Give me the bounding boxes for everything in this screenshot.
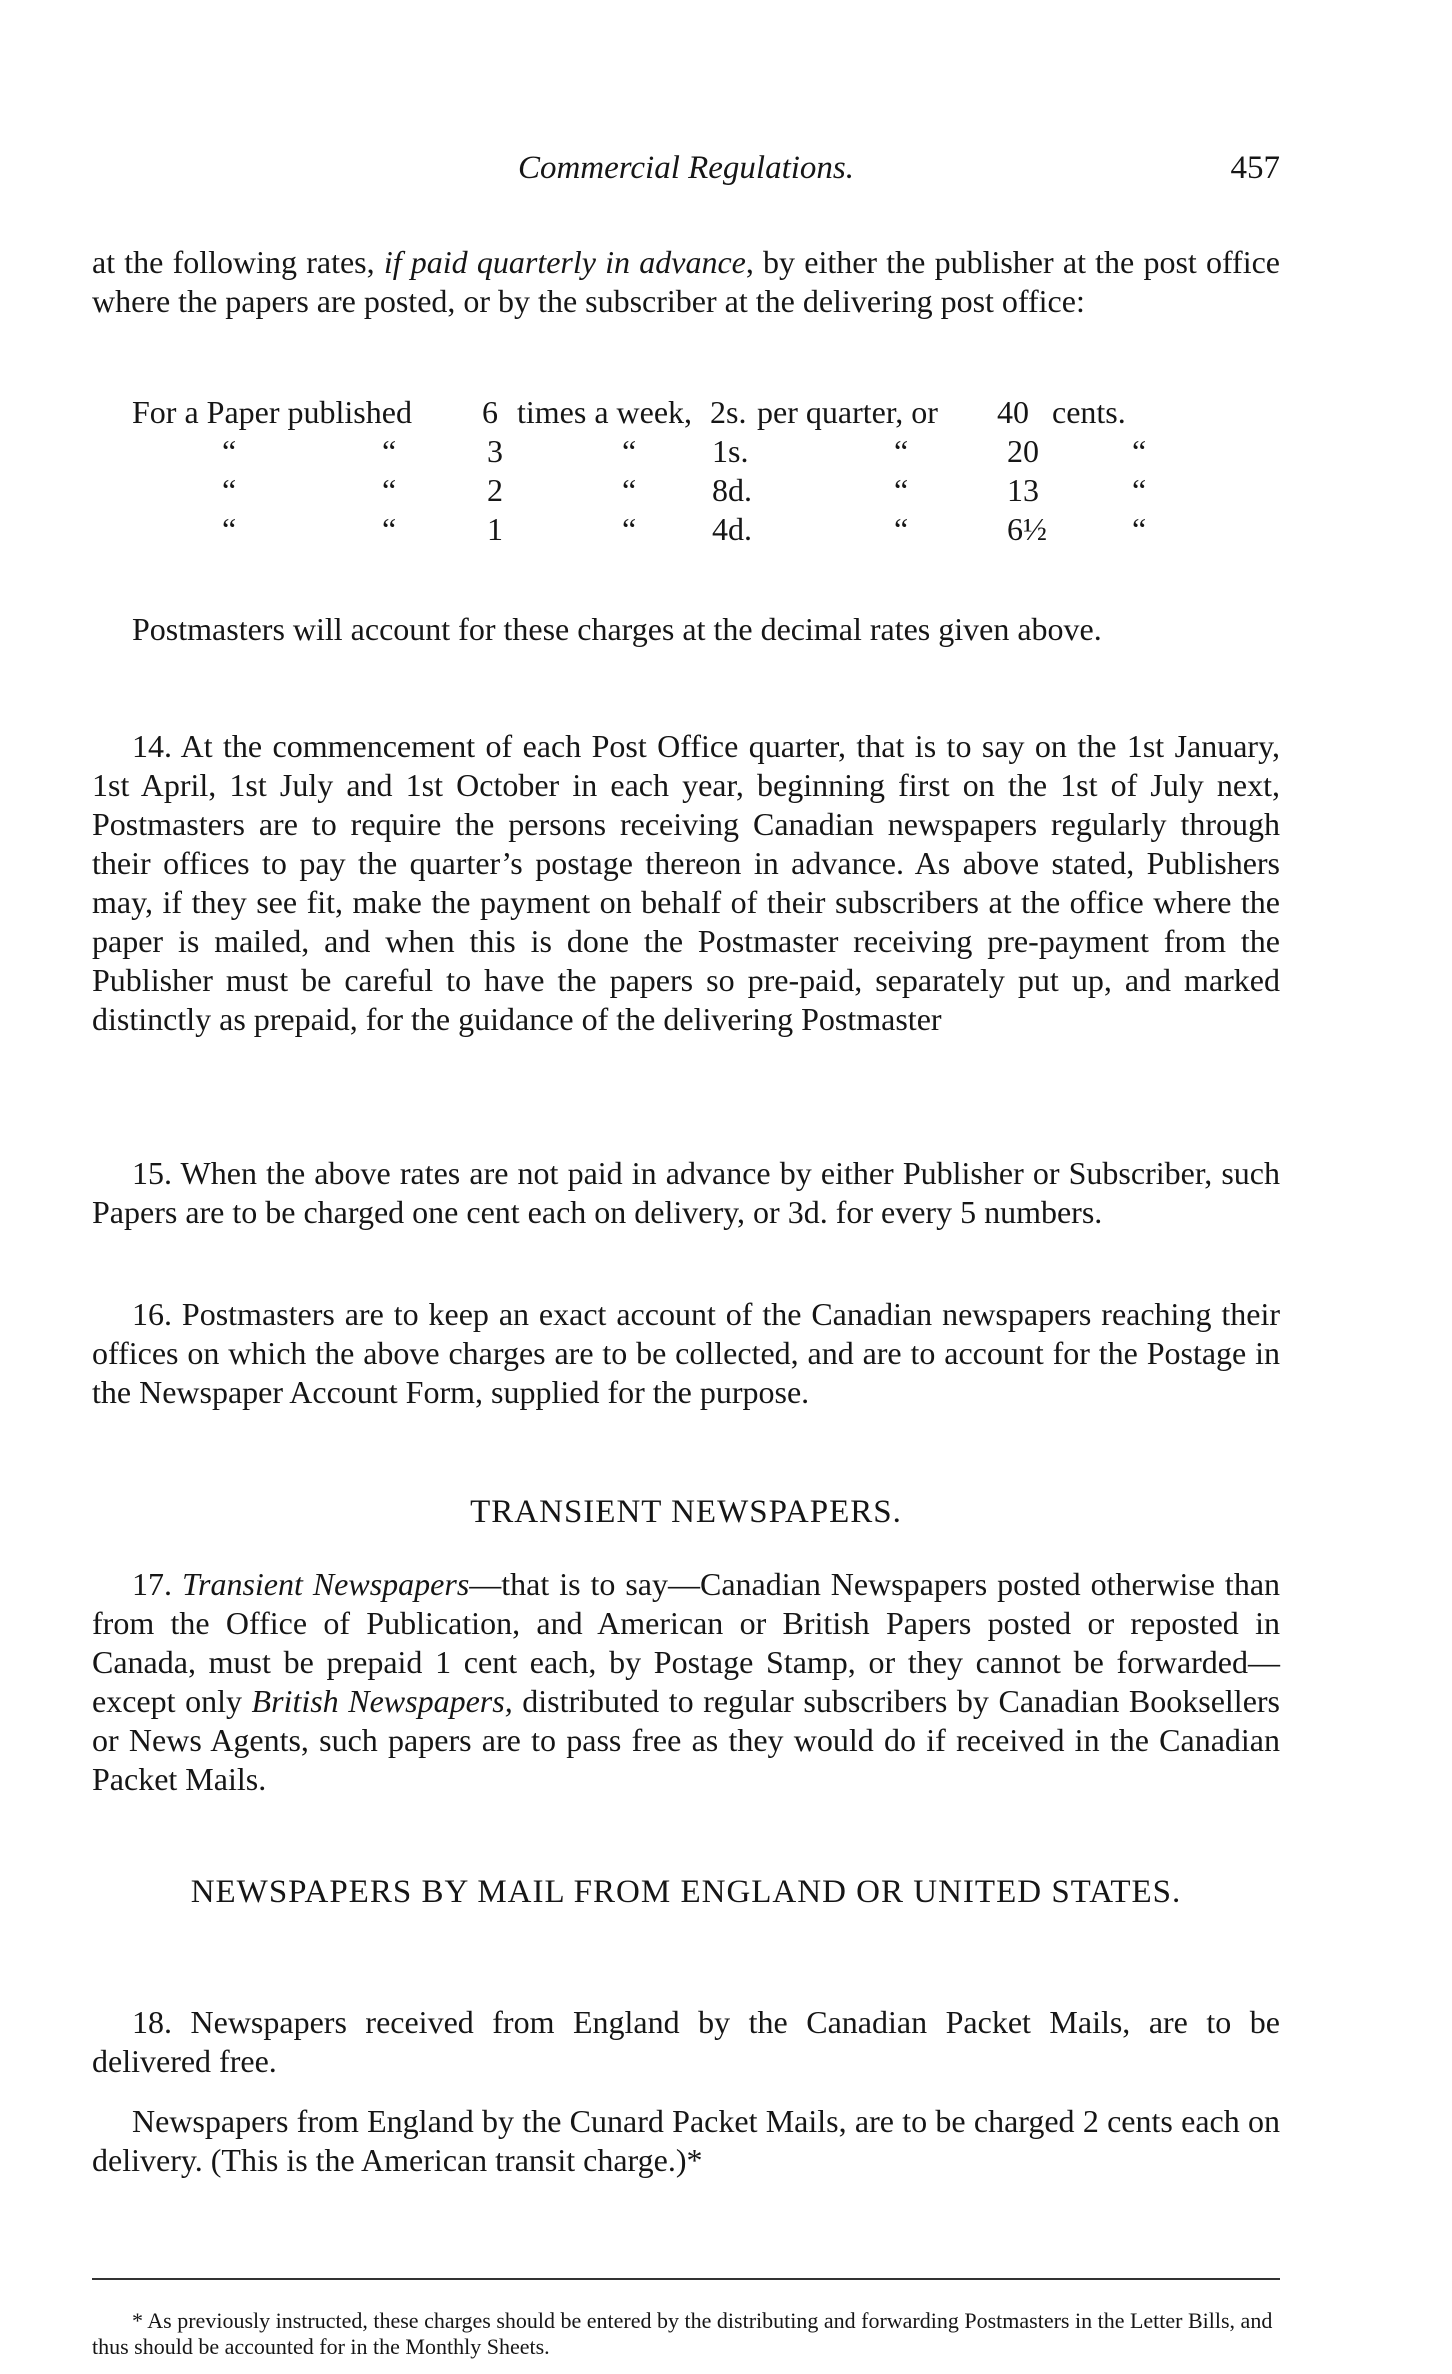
rates-cell: per quarter, or: [757, 394, 938, 430]
rates-cell: cents.: [1052, 394, 1126, 430]
paragraph-17-number: 17.: [132, 1566, 182, 1602]
intro-text-a: at the following rates,: [92, 244, 384, 280]
rates-cell: “: [1132, 472, 1147, 508]
rates-cell: “: [622, 511, 637, 547]
intro-text-c: , by either the publisher at the post office where the papers are posted, or by the subscriber at the delivering post office:: [92, 244, 1281, 319]
rates-cell: “: [1132, 511, 1147, 547]
rates-row: [132, 394, 1272, 433]
page-number: 457: [1230, 150, 1280, 186]
rates-cell: 6½: [1007, 511, 1047, 547]
rates-row: [132, 433, 1272, 472]
running-title: Commercial Regulations.: [517, 150, 855, 186]
rates-cell: 1s.: [712, 433, 749, 469]
rates-cell: “: [382, 472, 397, 508]
rates-cell: “: [222, 472, 237, 508]
paragraph-text: Newspapers from England by the Cunard Packet Mails, are to be charged 2 cents each on delivery. (This is the American transit charge.)*: [92, 2103, 1280, 2178]
rates-row: [132, 511, 1272, 550]
rates-cell: “: [222, 433, 237, 469]
rates-cell: 4d.: [712, 511, 752, 547]
paragraph-16: [92, 1295, 1280, 1412]
footnote: [92, 2308, 1280, 2360]
rates-cell: “: [894, 511, 909, 547]
paragraph-text: 15. When the above rates are not paid in advance by either Publisher or Subscriber, such Papers are to be charged one cent each on delivery, or 3d. for every 5 numbers.: [92, 1155, 1280, 1230]
rates-cell: 40: [997, 394, 1029, 430]
rates-cell: “: [382, 433, 397, 469]
rates-cell: 13: [1007, 472, 1039, 508]
intro-emphasis: if paid quarterly in advance: [383, 244, 746, 280]
rates-cell: “: [1132, 433, 1147, 469]
intro-paragraph: [92, 243, 1280, 321]
rates-cell: “: [622, 433, 637, 469]
paragraph-17-term2: British Newspapers,: [251, 1683, 513, 1719]
rates-cell: “: [894, 433, 909, 469]
paragraph-18: [92, 2003, 1280, 2081]
footnote-divider: [92, 2278, 1280, 2280]
heading-transient-newspapers: TRANSIENT NEWSPAPERS.: [470, 1494, 902, 1530]
rates-cell: “: [894, 472, 909, 508]
postmasters-paragraph: [92, 610, 1280, 649]
rates-table: [132, 394, 1272, 550]
rates-cell: 20: [1007, 433, 1039, 469]
heading-newspapers-by-mail: NEWSPAPERS BY MAIL FROM ENGLAND OR UNITED STATES.: [190, 1874, 1182, 1910]
paragraph-15: [92, 1154, 1280, 1232]
paragraph-text: Postmasters will account for these charges at the decimal rates given above.: [132, 611, 1102, 647]
running-header: [92, 150, 1280, 190]
rates-cell: 6: [482, 394, 498, 430]
rates-cell: “: [222, 511, 237, 547]
rates-cell: For a Paper published: [132, 394, 412, 430]
paragraph-17: [92, 1565, 1280, 1799]
paragraph-cunard: [92, 2102, 1280, 2180]
paragraph-17-term: Transient Newspapers: [181, 1566, 470, 1602]
rates-cell: “: [382, 511, 397, 547]
rates-cell: “: [622, 472, 637, 508]
paragraph-17-text-a: —that is to say—Canadian Newspapers posted otherwise than from the Office of Publication, and American or British Papers posted or reposted in Canada, must be prepaid 1 cent each, by Postage Stamp, or they cannot be forwarded—except only: [92, 1566, 1281, 1719]
rates-cell: 2s.: [710, 394, 747, 430]
paragraph-text: 16. Postmasters are to keep an exact account of the Canadian newspapers reaching their offices on which the above charges are to be collected, and are to account for the Postage in the Newspaper Account Form, supplied for the purpose.: [92, 1296, 1280, 1410]
paragraph-14: [92, 727, 1280, 1039]
paragraph-text: 18. Newspapers received from England by the Canadian Packet Mails, are to be delivered free.: [92, 2004, 1280, 2079]
paragraph-17-text-b: distributed to regular subscribers by Canadian Booksellers or News Agents, such papers are to pass free as they would do if received in the Canadian Packet Mails.: [92, 1683, 1281, 1797]
rates-row: [132, 472, 1272, 511]
rates-cell: 3: [487, 433, 503, 469]
footnote-text: * As previously instructed, these charges should be entered by the distributing and forwarding Postmasters in the Letter Bills, and thus should be accounted for in the Monthly Sheets.: [92, 2308, 1273, 2359]
paragraph-text: 14. At the commencement of each Post Office quarter, that is to say on the 1st January, 1st April, 1st July and 1st October in each year, beginning first on the 1st of July next, Postmasters are to require the persons receiving Canadian newspapers regularly through their offices to pay the quarter’s postage thereon in advance. As above stated, Publishers may, if they see fit, make the payment on behalf of their subscribers at the office where the paper is mailed, and when this is done the Postmaster receiving pre-payment from the Publisher must be careful to have the papers so pre-paid, separately put up, and marked distinctly as prepaid, for the guidance of the delivering Postmaster: [92, 728, 1280, 1037]
rates-cell: 8d.: [712, 472, 752, 508]
rates-cell: 2: [487, 472, 503, 508]
rates-cell: 1: [487, 511, 503, 547]
rates-cell: times a week,: [517, 394, 693, 430]
